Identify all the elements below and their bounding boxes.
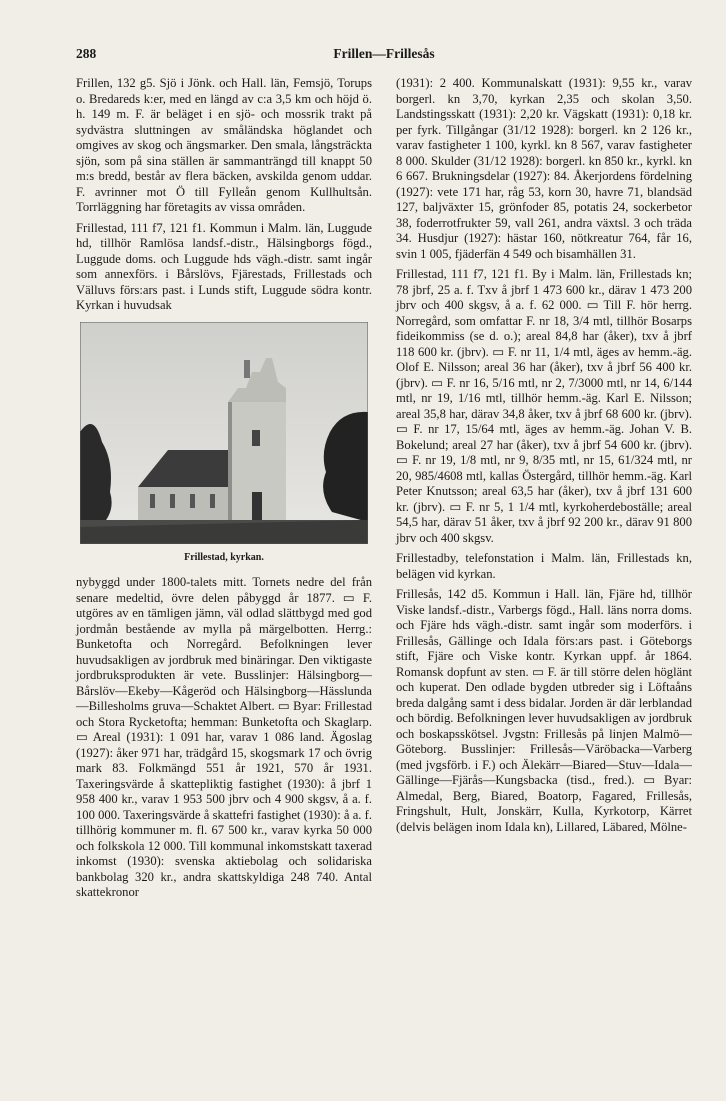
entry-frillestadby: Frillestadby, telefonstation i Malm. län, Frillestads kn, belägen vid kyrkan. (396, 551, 692, 581)
entry-frillestad-kommun-cont: nybyggd under 1800-talets mitt. Tornets nedre del från senare medeltid, övre delen påbyggd år 1877. ▭ F. utgöres av en tämligen jämn, väl odlad slättbygd med god jordmån bestående av mylla på märgelbotten. Herrg.: Bunketofta och Norregård. Befolkningen lever huvudsakligen av jordbruk med binäringar. Den viktigaste jordbruksprodukten är vete. Busslinjer: Hälsingborg—Bårslöv—Ekeby—Kågeröd och Hälsingborg—Hässlunda—Billesholms gruva—Schaktet Albert. ▭ Byar: Frillestad och Stora Rycketofta; hemman: Bunketofta och Skaglarp. ▭ Areal (1931): 1 091 har, varav 1 086 land. Ägoslag (1927): åker 971 har, trädgård 15, skogsmark 17 och övrig mark 83. Folkmängd 551 år 1921, 570 år 1931. Taxeringsvärde å skattepliktig fastighet (1930): å jbrf 1 958 400 kr., varav 1 953 500 jbrv och 4 900 skgsv, å a. f. 100 000. Taxeringsvärde å skattefri fastighet (1930): å a. f. tillhörig kommuner m. fl. 67 500 kr., varav kyrka 50 000 och folkskola 12 000. Till kommunal inkomstskatt taxerad inkomst (1930): svenska aktiebolag och solidariska bankbolag 320 kr., andra skattskyldiga 248 740. Antal skattekronor (76, 575, 372, 899)
left-column (76, 76, 372, 906)
running-title: Frillen—Frillesås (333, 46, 435, 61)
page-number: 288 (76, 46, 97, 61)
entry-frillestad-kommun: Frillestad, 111 f7, 121 f1. Kommun i Malm. län, Luggude hd, tillhör Ramlösa landsf.-distr., Hälsingborgs fögd., Luggude doms. och Luggude hds vägh.-distr. samt ingår som annexförs. i Bårslövs, Fjärestads, Frillestads och Välluvs förs:ars past. i Lunds stift, Luggude södra kontr. Kyrkan i huvudsak (76, 220, 372, 312)
right-column (396, 76, 692, 840)
entry-frillestad-kommun-stats: (1931): 2 400. Kommunalskatt (1931): 9,55 kr., varav borgerl. kn 3,70, kyrkan 2,35 och skolan 3,50. Landstingsskatt (1931): 2,20 kr. Vägskatt (1931): 0,18 kr. per fyrk. Tillgångar (31/12 1928): borgerl. kn 2 126 kr., varav fastigheter 1 100, kyrkl. kn 8 567, varav fastigheter 8 000. Skulder (31/12 1928): borgerl. kn 850 kr., kyrkl. kn 6 667. Brukningsdelar (1927): 84. Åkerjordens fördelning (1927): vete 171 har, råg 53, korn 30, havre 71, blandsäd 127, baljväxter 15, grönfoder 85, potatis 24, sockerbetor 38, foderrotfrukter 59, vall 261, andra växtsl. 3 och träda 34. Husdjur (1927): hästar 160, nötkreatur 764, får 16, svin 1 005, fjäderfän 4 549 och bisamhällen 31. (396, 76, 692, 261)
figure-caption: Frillestad, kyrkan. (184, 551, 264, 563)
entry-frillesas: Frillesås, 142 d5. Kommun i Hall. län, Fjäre hd, tillhör Viske landsf.-distr., Varbergs fögd., Hall. läns norra doms. och Fjäre hds vägh.-distr. samt ingår som moderförs. i Frillesås, Gällinge och Idala förs:ars past. i Göteborgs stift, Fjäre och Viske kontr. Kyrkan uppf. år 1864. Romansk dopfunt av sten. ▭ F. är till större delen höglänt och kuperat. Den odlade bygden utbreder sig i Löftaåns breda dalgång samt i dess bidalar. Jorden är där lerblandad och bördig. Befolkningen lever huvudsakligen av jordbruk och boskapsskötsel. Jvgstn: Frillesås på linjen Malmö—Göteborg. Busslinjer: Frillesås—Väröbacka—Varberg (med jvgsförb. i F.) och Älekärr—Biared—Stuv—Idala—Gällinge—Fjärås—Kungsbacka (tisd., fred.). ▭ Byar: Almedal, Berg, Biared, Boatorp, Fagared, Frillesås, Fringshult, Hult, Jonskärr, Kulla, Kyrkotorp, Kärret (delvis belägen inom Idala kn), Lillared, Läbared, Mölne- (396, 587, 692, 834)
church-figure (76, 322, 372, 566)
entry-frillen: Frillen, 132 g5. Sjö i Jönk. och Hall. län, Femsjö, Torups o. Bredareds k:er, med en längd av c:a 3,5 km och höjd ö. h. 149 m. F. är beläget i en sjö- och mossrik trakt på sydvästra sluttningen av småländska höglandet och omgives av skog och ängsmarker. Den smala, långsträckta sjön, som på sina ställen är sammanträngd till knappt 50 m:s bredd, består av flera bäcken, avskilda genom uddar. F. avrinner mot Ö till Fylleån genom Kullhultsån. Torrläggning har företagits av vissa områden. (76, 76, 372, 214)
church-photo (80, 322, 368, 544)
entry-frillestad-by: Frillestad, 111 f7, 121 f1. By i Malm. län, Frillestads kn; 78 jbrf, 25 a. f. Txv å jbrf 1 473 600 kr., därav 1 473 200 jbrv och 400 skgsv, å a. f. 62 000. ▭ Till F. hör herrg. Norregård, som omfattar F. nr 18, 3/4 mtl, tillhör Bosarps fideikommiss (se d. o.); areal 84,8 har (åker), txv å jbrf 118 600 kr. (jbrv). ▭ F. nr 11, 1/4 mtl, äges av hemm.-äg. Olof E. Nilsson; areal 36 har (åker), txv å jbrf 56 400 kr. (jbrv). ▭ F. nr 16, 5/16 mtl, nr 2, 7/3000 mtl, nr 14, 6/144 mtl, nr 19, 1/16 mtl, tillhör hemm.-äg. Karl E. Nilsson; areal 35,8 har, därav 34,8 åker, txv å jbrf 68 600 kr. (jbrv). ▭ F. nr 17, 15/64 mtl, äges av hemm.-äg. Johan V. B. Bokelund; areal 27 har (åker), txv å jbrf 54 600 kr. (jbrv). ▭ F. nr 19, 1/8 mtl, nr 9, 8/35 mtl, nr 15, 61/324 mtl, nr 20, 985/4608 mtl, kallas Östergård, tillhör hemm.-äg. Karl Peter Knutsson; areal 63,5 har (åker), txv å jbrf 131 600 kr. (jbrv). ▭ F. nr 5, 1 1/4 mtl, kyrkoherdeboställe; areal 54,5 har, därav 51 åker, txv å jbrf 92 200 kr., därav 91 800 jbrv och 400 skgsv. (396, 267, 692, 545)
